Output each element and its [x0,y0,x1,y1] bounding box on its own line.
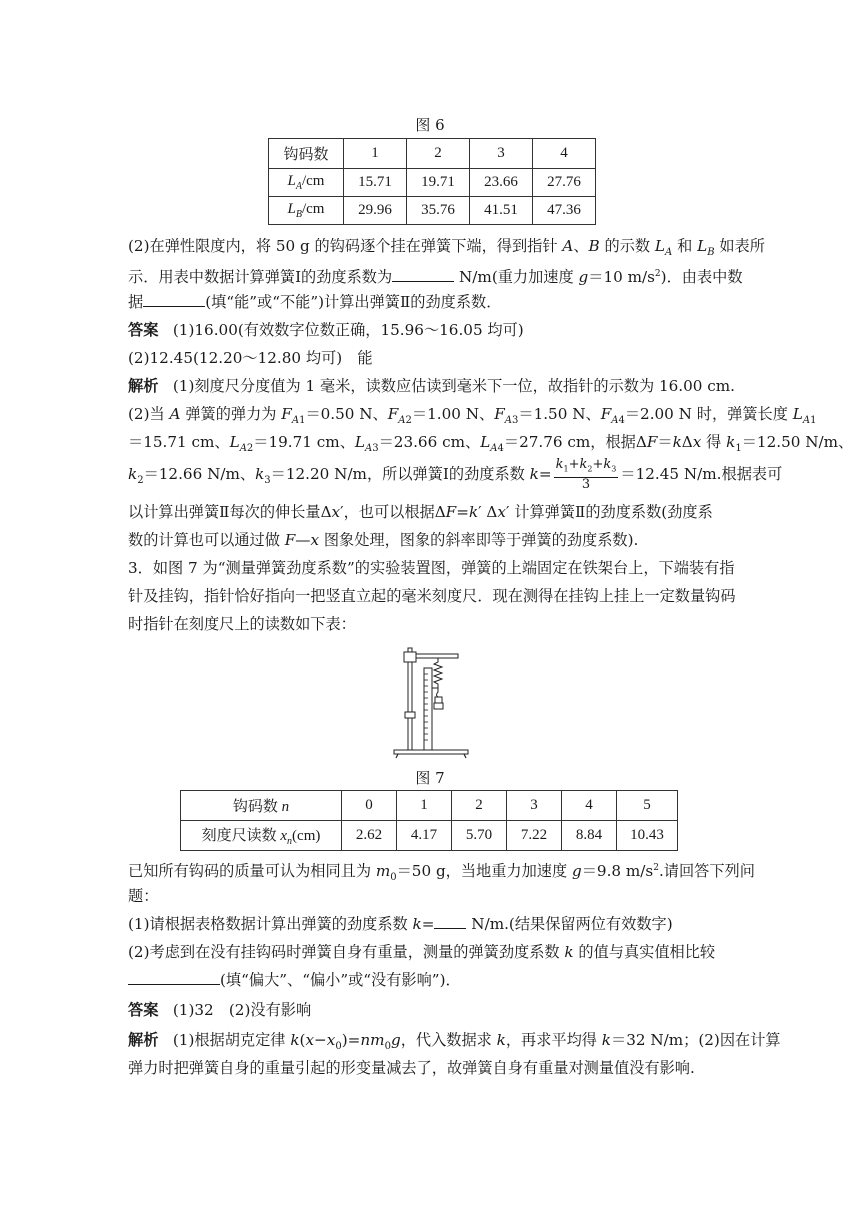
analysis-line-3: ＝15.71 cm、$L_{A2}=19.71$ cm、$L_{A3}=23.66$ cm、$L_{A4}=27.76$ cm，根据ΔF＝kΔx 得 $k_1=12.50$ N/m、 [128,433,854,455]
table-row [269,197,596,225]
table-cell: 8.84 [562,821,617,851]
table-cell: 4.17 [397,821,452,851]
table-row [269,169,596,197]
table-cell: 27.76 [533,169,596,197]
answer-blank [128,970,220,985]
row-label: 刻度尺读数 $x_n(cm)$ [181,821,342,851]
table-header-cell: 1 [397,791,452,821]
stand-arm [416,654,458,658]
table-row [181,821,678,851]
q3-line-5: 题： [128,887,159,905]
q2-line-3: 据 (填“能”或“不能”)计算出弹簧Ⅱ的劲度系数． [128,293,502,311]
q3-line-4: 已知所有钩码的质量可认为相同且为 $m_0=50$ g，当地重力加速度 g＝9.8 $m/s^2$.请回答下列问 [128,862,755,884]
table-row [181,791,678,821]
answer-line-2: (2)12.45(12.20～12.80 均可) 能 [128,349,373,367]
table-row [269,139,596,169]
table-cell: 15.71 [344,169,407,197]
table-header-cell: 钩码数 [269,139,344,169]
table-cell: 19.71 [407,169,470,197]
table-cell: 10.43 [617,821,678,851]
q3-line-3: 时指针在刻度尺上的读数如下表： [128,615,356,633]
lower-clamp [405,712,415,718]
table-cell: 23.66 [470,169,533,197]
q3-sub1: (1)请根据表格数据计算出弹簧的劲度系数 k= N/m.(结果保留两位有效数字) [128,915,673,933]
answer3-line: 答案 (1)32 (2)没有影响 [128,1001,312,1019]
analysis-line-4: $k_2=12.66$ N/m、$k_3=12.20$ N/m，所以弹簧Ⅰ的劲度系数 k= $\frac{k_1+k_2+k_3}{3}$ ＝12.45 N/m.根据表可 [128,457,783,492]
table-header-cell: 0 [342,791,397,821]
table-cell: 2.62 [342,821,397,851]
table-header-cell: 2 [452,791,507,821]
row-label: $L_B/cm$ [269,197,344,225]
row-label: $L_A/cm$ [269,169,344,197]
table-cell: 5.70 [452,821,507,851]
table-cell: 35.76 [407,197,470,225]
answer-blank [143,292,205,307]
analysis-line-2: (2)当 A 弹簧的弹力为 $F_{A1}=0.50$ N、$F_{A2}=1.00$ N、$F_{A3}=1.50$ N、$F_{A4}=2.00$ N 时，弹簧长度 $L_{A1}$ [128,405,817,427]
analysis-line-6: 数的计算也可以通过做 F—x 图象处理，图象的斜率即等于弹簧的劲度系数). [128,531,639,549]
table-cell: 41.51 [470,197,533,225]
analysis3-line-2: 弹力时把弹簧自身的重量引起的形变量减去了，故弹簧自身有重量对测量值没有影响. [128,1059,695,1077]
table-fig6 [268,138,596,225]
figure-6-caption: 图 6 [415,116,445,134]
q3-line-1: 3．如图 7 为“测量弹簧劲度系数”的实验装置图，弹簧的上端固定在铁架台上，下端装有指 [128,559,735,577]
q2-line-2: 示．用表中数据计算弹簧Ⅰ的劲度系数为 N/m(重力加速度 g＝10 $m/s^2$)．由表中数 [128,268,743,287]
table-header-cell: 4 [533,139,596,169]
answer-line-1: 答案 (1)16.00(有效数字位数正确，15.96～16.05 均可) [128,321,524,339]
q3-line-2: 针及挂钩，指针恰好指向一把竖直立起的毫米刻度尺．现在测得在挂钩上挂上一定数量钩码 [128,587,736,605]
stand-rod [408,648,412,750]
q3-sub2-line2: (填“偏大”、“偏小”或“没有影响”)． [128,970,736,990]
analysis3-line-1: 解析 (1)根据胡克定律 $k(x-x_0)=nm_0g$，代入数据求 k，再求平均得 k＝32 N/m；(2)因在计算 [128,1031,781,1053]
row-label: 钩码数 n [181,791,342,821]
stand-base [394,750,468,754]
weight [435,697,442,703]
table-cell: 29.96 [344,197,407,225]
figure-7-caption: 图 7 [415,769,445,787]
answer-blank [434,914,466,929]
q3-sub2-line1: (2)考虑到在没有挂钩码时弹簧自身有重量，测量的弹簧劲度系数 k 的值与真实值相比较 [128,943,716,961]
table-header-cell: 3 [470,139,533,169]
table-header-cell: 1 [344,139,407,169]
table-header-cell: 5 [617,791,678,821]
table-header-cell: 4 [562,791,617,821]
table-fig7 [180,790,678,851]
analysis-line-1: 解析 (1)刻度尺分度值为 1 毫米，读数应估读到毫米下一位，故指针的示数为 16.00 cm. [128,377,735,395]
spring-apparatus-figure [380,640,480,760]
fraction: $\frac{k_1+k_2+k_3}{3}$ [555,457,617,492]
answer-blank [392,267,454,282]
weight [434,703,443,709]
table-cell: 7.22 [507,821,562,851]
q2-line-1: (2)在弹性限度内，将 50 g 的钩码逐个挂在弹簧下端，得到指针 A、B 的示数 $L_A$ 和 $L_B$ 如表所 [128,237,765,259]
spring [434,658,442,688]
analysis-line-5: 以计算出弹簧Ⅱ每次的伸长量Δx′，也可以根据ΔF=k′ Δx′ 计算弹簧Ⅱ的劲度系数(劲度系 [128,503,713,521]
table-header-cell: 3 [507,791,562,821]
table-header-cell: 2 [407,139,470,169]
top-clamp [404,652,416,662]
table-cell: 47.36 [533,197,596,225]
